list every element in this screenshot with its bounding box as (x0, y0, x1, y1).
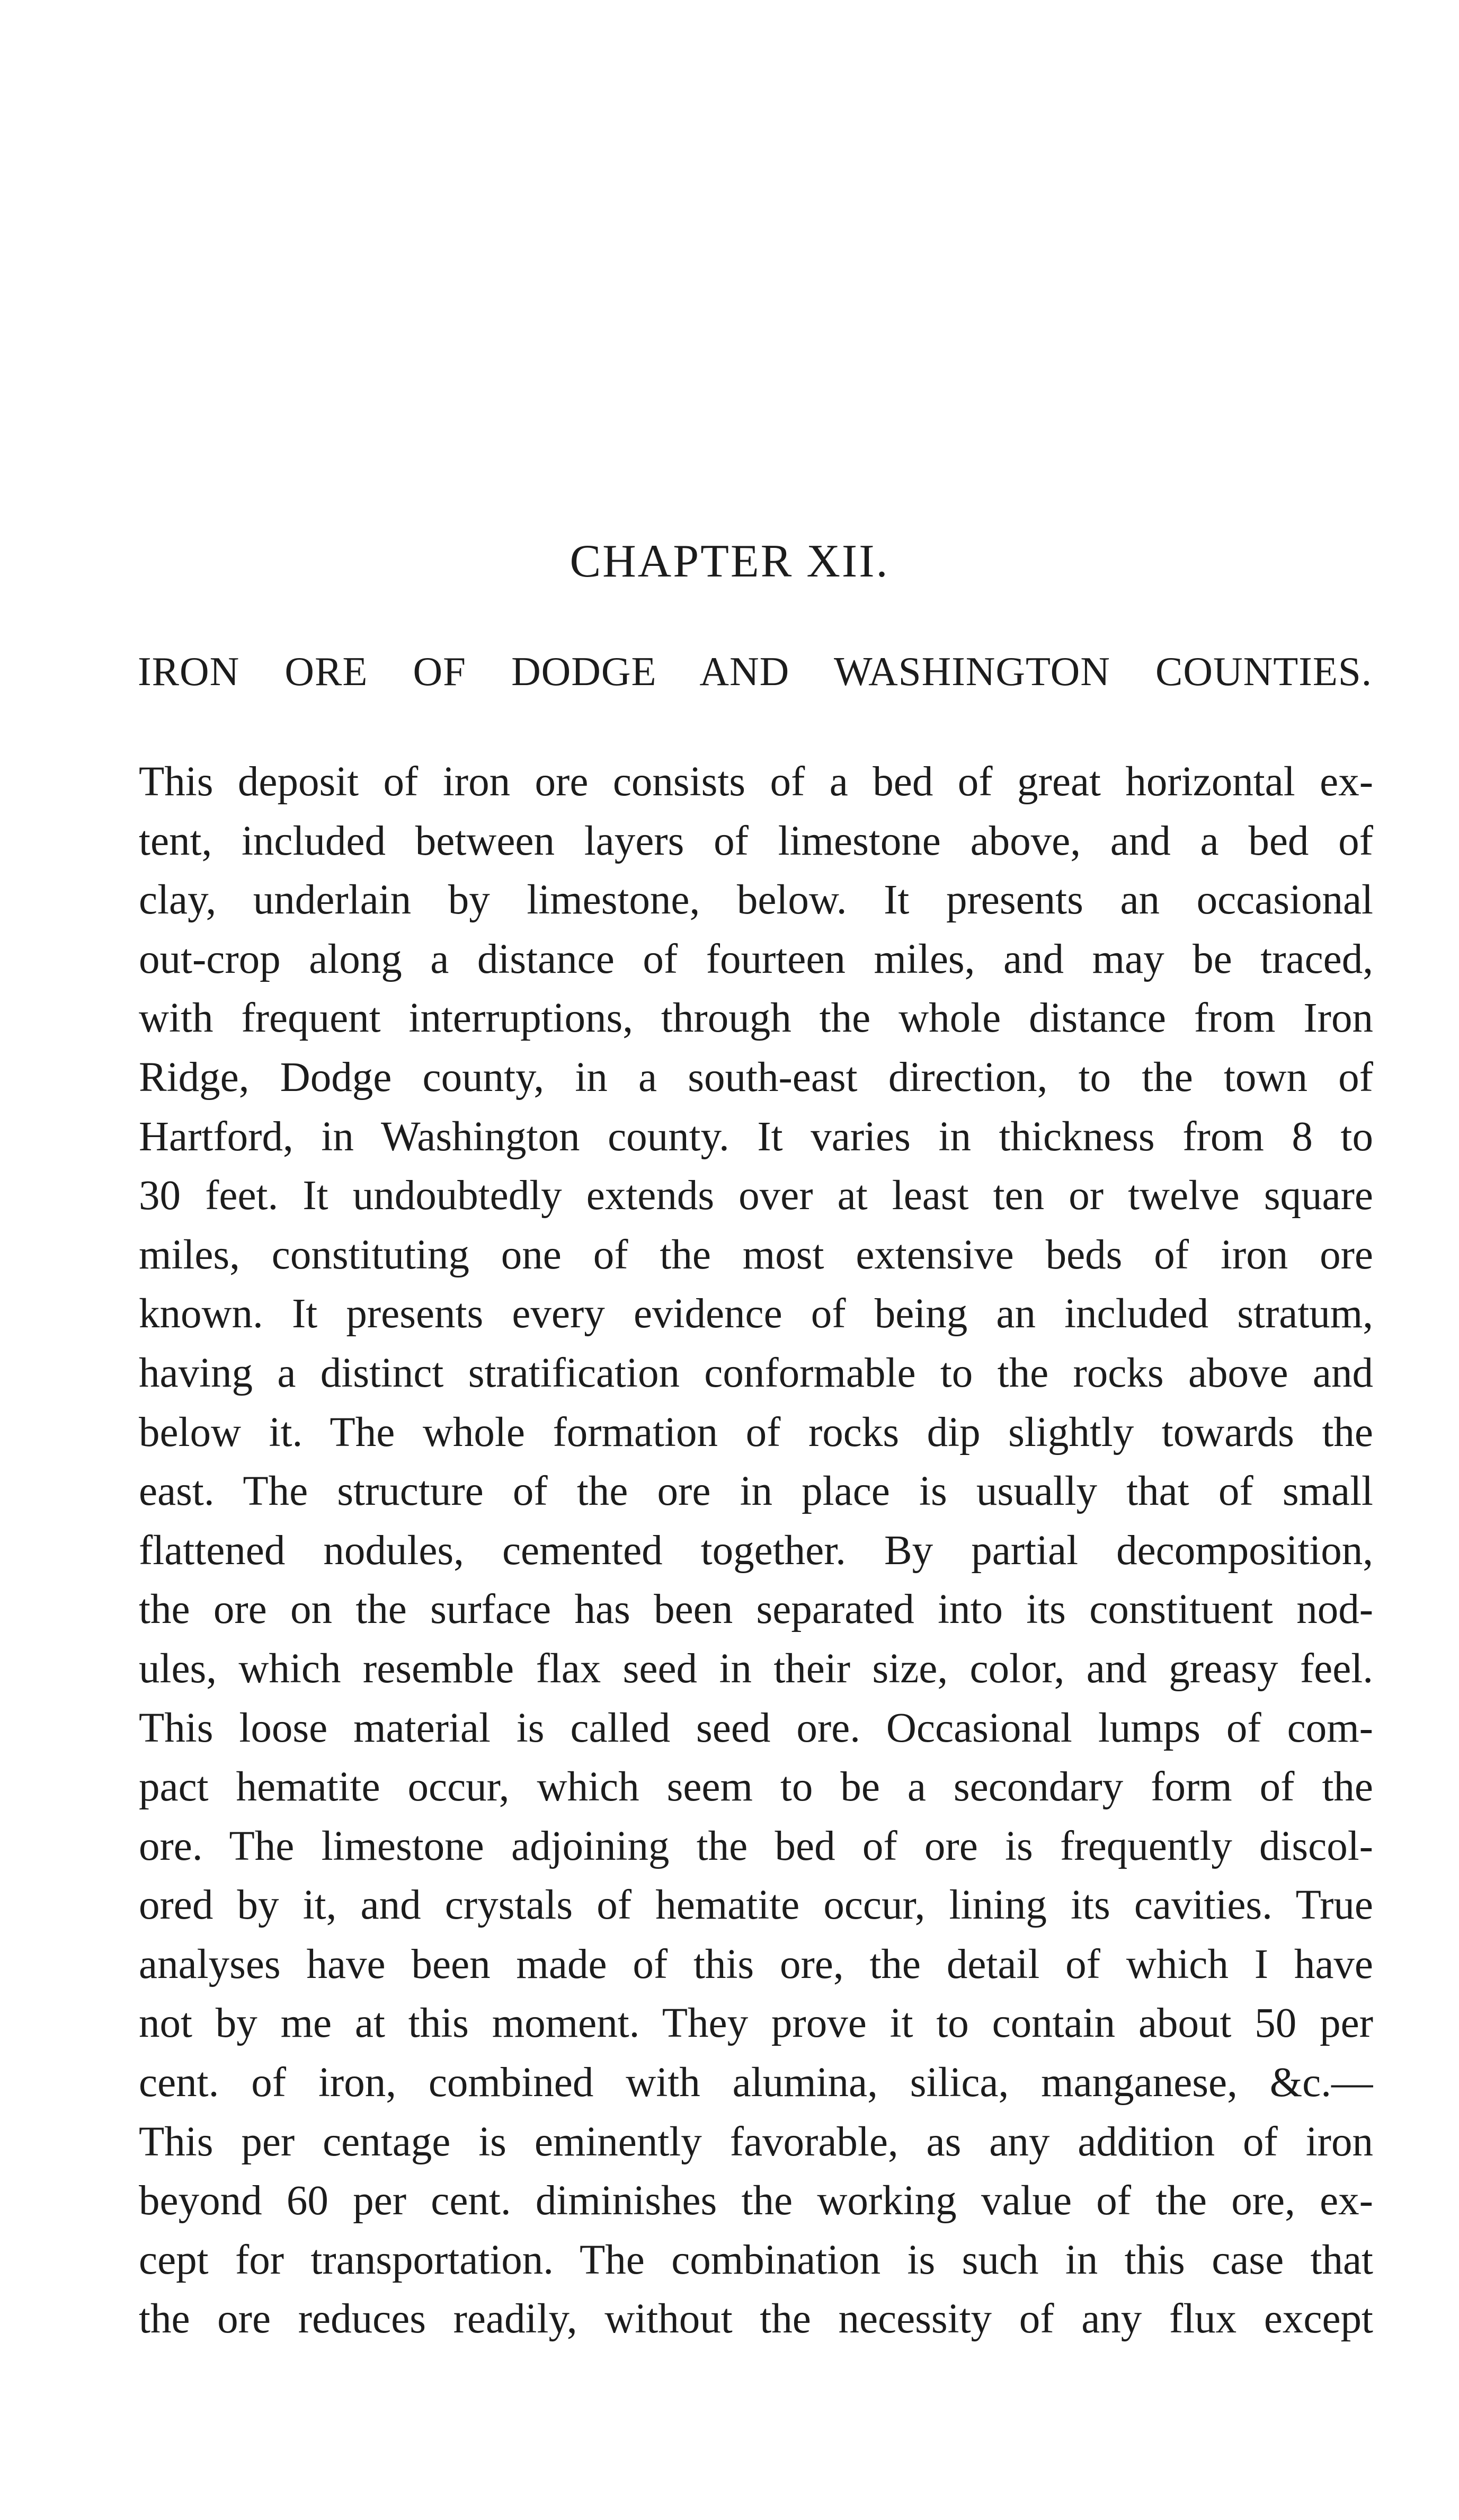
text-line: known. It presents every evidence of being an included stratum, (139, 1291, 1373, 1337)
text-line: ored by it, and crystals of hematite occur, lining its cavities. True (139, 1882, 1373, 1929)
text-line: This deposit of iron ore consists of a bed of great horizontal ex- (139, 759, 1373, 805)
text-line: tent, included between layers of limestone above, and a bed of (139, 818, 1373, 864)
text-line: below it. The whole formation of rocks dip slightly towards the (139, 1409, 1373, 1456)
text-line: clay, underlain by limestone, below. It presents an occasional (139, 877, 1373, 924)
chapter-title: IRON ORE OF DODGE AND WASHINGTON COUNTIES. (138, 649, 1372, 694)
body-text (139, 752, 1373, 2349)
text-line: cept for transportation. The combination is such in this case that (139, 2237, 1373, 2283)
text-line: east. The structure of the ore in place is usually that of small (139, 1468, 1373, 1515)
text-line: not by me at this moment. They prove it to contain about 50 per (139, 2000, 1373, 2047)
text-line: having a distinct stratification conformable to the rocks above and (139, 1350, 1373, 1396)
text-line: beyond 60 per cent. diminishes the working value of the ore, ex- (139, 2178, 1373, 2224)
text-line: pact hematite occur, which seem to be a secondary form of the (139, 1764, 1373, 1811)
text-line: ore. The limestone adjoining the bed of ore is frequently discol- (139, 1823, 1373, 1869)
text-line: miles, constituting one of the most extensive beds of iron ore (139, 1231, 1373, 1278)
text-line: the ore reduces readily, without the necessity of any flux except (139, 2296, 1373, 2342)
text-line: flattened nodules, cemented together. By partial decomposition, (139, 1527, 1373, 1574)
text-line: 30 feet. It undoubtedly extends over at least ten or twelve square (139, 1173, 1373, 1219)
text-line: analyses have been made of this ore, the detail of which I have (139, 1941, 1373, 1987)
text-line: the ore on the surface has been separated into its constituent nod- (139, 1586, 1373, 1633)
text-line: cent. of iron, combined with alumina, silica, manganese, &c.— (139, 2060, 1373, 2106)
text-line: Hartford, in Washington county. It varies in thickness from 8 to (139, 1113, 1373, 1160)
text-line: This loose material is called seed ore. Occasional lumps of com- (139, 1705, 1373, 1751)
chapter-heading: CHAPTER XII. (570, 536, 889, 587)
text-line: with frequent interruptions, through the whole distance from Iron (139, 995, 1373, 1042)
text-line: ules, which resemble flax seed in their size, color, and greasy feel. (139, 1645, 1373, 1692)
text-line: out-crop along a distance of fourteen miles, and may be traced, (139, 936, 1373, 982)
text-line: This per centage is eminently favorable, as any addition of iron (139, 2118, 1373, 2165)
text-line: Ridge, Dodge county, in a south-east direction, to the town of (139, 1054, 1373, 1101)
